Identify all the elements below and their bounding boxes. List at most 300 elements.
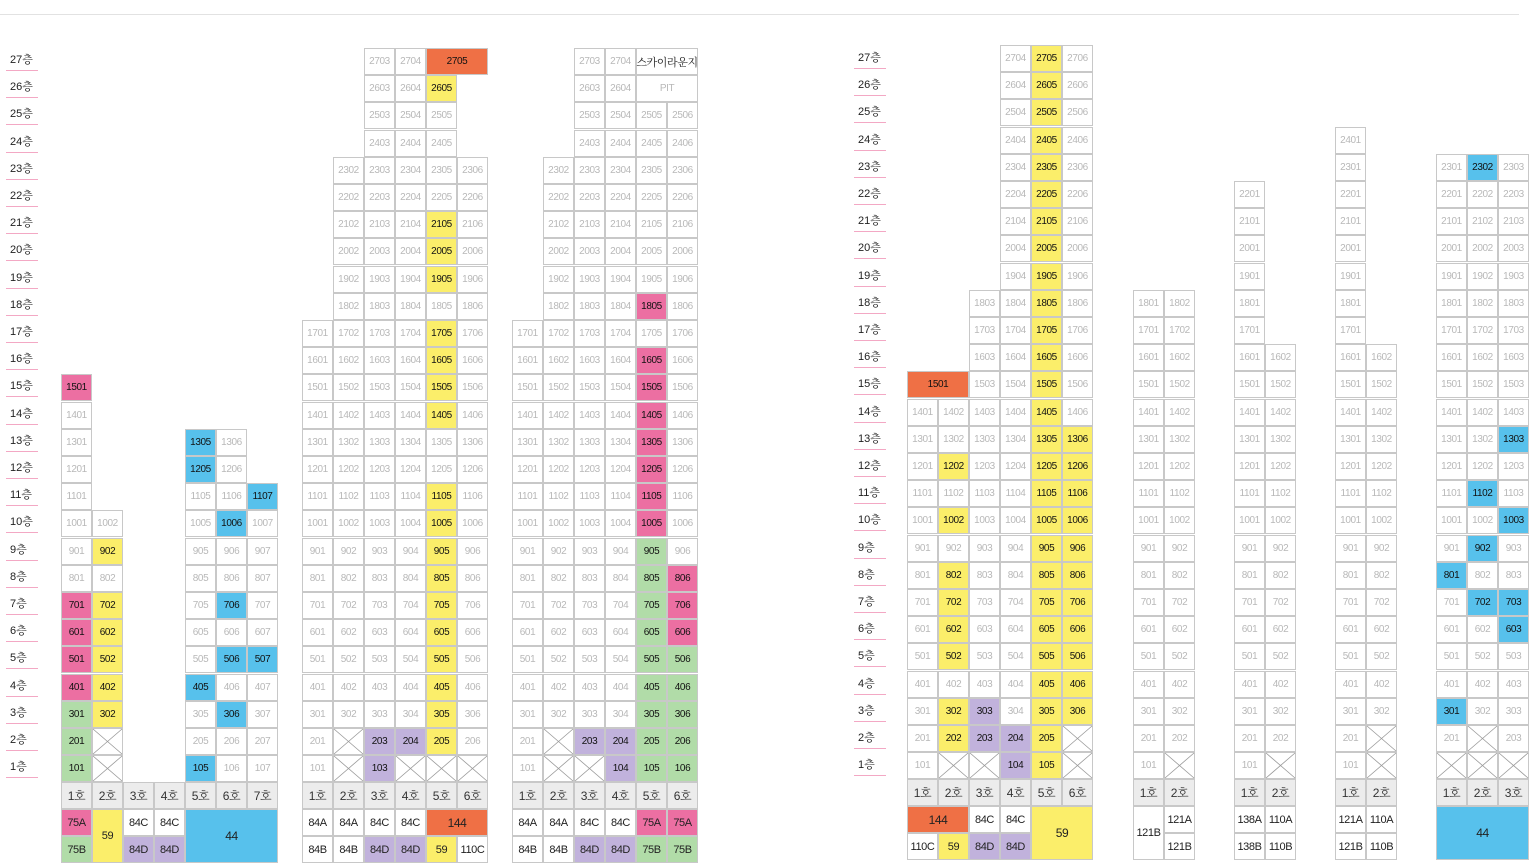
unit-type-cell: 84A: [512, 809, 543, 836]
unit-cell: 1506: [667, 374, 698, 401]
right-floor-label: 25층: [854, 102, 886, 123]
unit-cell: 1102: [333, 483, 364, 510]
unit-cell: 302: [1467, 698, 1498, 725]
empty-cell: [1467, 752, 1498, 779]
unit-cell: 606: [216, 619, 247, 646]
unit-cell: 602: [92, 619, 123, 646]
unit-cell: 405: [1031, 671, 1062, 698]
unit-cell: 602: [1265, 616, 1296, 643]
unit-cell: 1302: [333, 429, 364, 456]
unit-cell: 1601: [1436, 344, 1467, 371]
unit-cell: 1302: [1467, 426, 1498, 453]
unit-cell: 1101: [1436, 480, 1467, 507]
unit-cell: 1601: [1335, 344, 1366, 371]
unit-cell: 406: [667, 674, 698, 701]
unit-cell: 904: [605, 538, 636, 565]
unit-cell: 404: [605, 674, 636, 701]
unit-cell: 504: [1000, 643, 1031, 670]
unit-type-cell: 84A: [302, 809, 333, 836]
unit-cell: 801: [61, 565, 92, 592]
unit-cell: 1206: [1062, 453, 1093, 480]
unit-cell: 1103: [364, 483, 395, 510]
unit-cell: 1801: [1133, 290, 1164, 317]
unit-cell: 906: [1062, 535, 1093, 562]
unit-cell: 505: [1031, 643, 1062, 670]
unit-cell: 1201: [512, 456, 543, 483]
unit-cell: 1602: [1366, 344, 1397, 371]
unit-cell: 402: [1265, 671, 1296, 698]
unit-column-header: 5호: [426, 782, 457, 809]
empty-cell: [1436, 752, 1467, 779]
unit-cell: PIT: [636, 75, 698, 102]
unit-cell: 1703: [574, 320, 605, 347]
right-floor-label: 24층: [854, 130, 886, 151]
unit-cell: 1101: [1335, 480, 1366, 507]
unit-cell: 403: [969, 671, 1000, 698]
unit-cell: 902: [92, 538, 123, 565]
unit-cell: 1604: [605, 347, 636, 374]
empty-cell: [1265, 752, 1296, 779]
unit-cell: 1602: [1164, 344, 1195, 371]
unit-cell: 606: [667, 619, 698, 646]
unit-cell: 1201: [61, 456, 92, 483]
unit-cell: 2705: [1031, 45, 1062, 72]
unit-cell: 702: [92, 592, 123, 619]
unit-cell: 1005: [426, 510, 457, 537]
unit-cell: 1202: [333, 456, 364, 483]
unit-cell: 2505: [636, 102, 667, 129]
unit-cell: 1604: [1000, 344, 1031, 371]
unit-cell: 101: [512, 755, 543, 782]
unit-cell: 601: [512, 619, 543, 646]
unit-cell: 1803: [969, 290, 1000, 317]
unit-cell: 703: [969, 589, 1000, 616]
unit-cell: 1302: [1265, 426, 1296, 453]
unit-type-cell: 44: [185, 809, 278, 863]
left-floor-label: 14층: [6, 404, 38, 425]
unit-cell: 301: [512, 701, 543, 728]
unit-cell: 1805: [426, 293, 457, 320]
unit-cell: 1502: [1467, 371, 1498, 398]
unit-cell: 701: [1234, 589, 1265, 616]
right-floor-label: 8층: [854, 565, 886, 586]
unit-cell: 2104: [1000, 208, 1031, 235]
unit-cell: 404: [1000, 671, 1031, 698]
unit-column-header: 2호: [543, 782, 574, 809]
unit-cell: 2505: [426, 102, 457, 129]
unit-cell: 1805: [636, 293, 667, 320]
right-floor-label: 18층: [854, 293, 886, 314]
unit-cell: 206: [216, 728, 247, 755]
unit-cell: 1302: [543, 429, 574, 456]
unit-cell: 1505: [636, 374, 667, 401]
unit-cell: 2201: [1335, 181, 1366, 208]
unit-cell: 2303: [364, 157, 395, 184]
unit-type-cell: 110C: [457, 836, 488, 863]
unit-cell: 1206: [216, 456, 247, 483]
unit-cell: 2302: [1467, 154, 1498, 181]
unit-type-cell: 59: [92, 809, 123, 863]
unit-cell: 1702: [543, 320, 574, 347]
unit-cell: 1606: [1062, 344, 1093, 371]
unit-cell: 705: [185, 592, 216, 619]
unit-column-header: 2호: [1366, 779, 1397, 806]
unit-cell: 205: [426, 728, 457, 755]
empty-cell: [426, 755, 457, 782]
unit-column-header: 3호: [364, 782, 395, 809]
unit-cell: 306: [216, 701, 247, 728]
unit-cell: 1403: [969, 399, 1000, 426]
unit-cell: 502: [1265, 643, 1296, 670]
unit-cell: 1401: [1436, 399, 1467, 426]
unit-cell: 1102: [543, 483, 574, 510]
unit-cell: 1001: [302, 510, 333, 537]
unit-cell: 2205: [636, 184, 667, 211]
unit-cell: 504: [605, 646, 636, 673]
unit-cell: 2304: [1000, 154, 1031, 181]
right-floor-label: 1층: [854, 755, 886, 776]
unit-cell: 805: [1031, 562, 1062, 589]
unit-type-cell: 84C: [574, 809, 605, 836]
unit-cell: 607: [247, 619, 278, 646]
unit-cell: 702: [1164, 589, 1195, 616]
unit-cell: 906: [216, 538, 247, 565]
unit-cell: 705: [1031, 589, 1062, 616]
unit-type-cell: 84C: [364, 809, 395, 836]
unit-cell: 901: [512, 538, 543, 565]
unit-type-cell: 84D: [364, 836, 395, 863]
unit-cell: 105: [1031, 752, 1062, 779]
unit-cell: 1101: [907, 480, 938, 507]
unit-cell: 106: [216, 755, 247, 782]
unit-type-cell: 44: [1436, 806, 1529, 860]
unit-cell: 2102: [543, 211, 574, 238]
unit-cell: 1303: [574, 429, 605, 456]
unit-cell: 402: [543, 674, 574, 701]
unit-cell: 2201: [1436, 181, 1467, 208]
unit-cell: 205: [185, 728, 216, 755]
unit-cell: 2106: [667, 211, 698, 238]
unit-cell: 1301: [61, 429, 92, 456]
empty-cell: [543, 755, 574, 782]
unit-column-header: 2호: [333, 782, 364, 809]
unit-cell: 202: [1164, 725, 1195, 752]
unit-cell: 302: [1366, 698, 1397, 725]
unit-cell: 1904: [395, 266, 426, 293]
unit-cell: 1304: [1000, 426, 1031, 453]
unit-cell: 902: [543, 538, 574, 565]
unit-cell: 2503: [574, 102, 605, 129]
unit-cell: 2703: [364, 48, 395, 75]
unit-cell: 402: [333, 674, 364, 701]
unit-cell: 2203: [364, 184, 395, 211]
unit-cell: 1102: [1467, 480, 1498, 507]
unit-cell: 603: [574, 619, 605, 646]
unit-type-cell: 84A: [543, 809, 574, 836]
unit-cell: 201: [907, 725, 938, 752]
unit-cell: 1106: [1062, 480, 1093, 507]
unit-cell: 1302: [938, 426, 969, 453]
unit-type-cell: 84C: [605, 809, 636, 836]
unit-column-header: 2호: [1467, 779, 1498, 806]
unit-column-header: 5호: [1031, 779, 1062, 806]
unit-cell: 2302: [543, 157, 574, 184]
unit-type-cell: 110B: [1265, 833, 1296, 860]
unit-cell: 1002: [1265, 507, 1296, 534]
unit-cell: 2306: [457, 157, 488, 184]
unit-cell: 1606: [667, 347, 698, 374]
unit-cell: 2101: [1234, 208, 1265, 235]
unit-cell: 403: [574, 674, 605, 701]
unit-cell: 506: [667, 646, 698, 673]
unit-cell: 601: [1335, 616, 1366, 643]
unit-cell: 505: [426, 646, 457, 673]
unit-column-header: 4호: [1000, 779, 1031, 806]
unit-cell: 506: [1062, 643, 1093, 670]
unit-cell: 604: [605, 619, 636, 646]
unit-cell: 1401: [512, 402, 543, 429]
unit-cell: 904: [395, 538, 426, 565]
unit-cell: 801: [1234, 562, 1265, 589]
unit-cell: 704: [605, 592, 636, 619]
unit-cell: 1704: [395, 320, 426, 347]
unit-cell: 505: [636, 646, 667, 673]
unit-column-header: 1호: [302, 782, 333, 809]
unit-cell: 스카이라운지: [636, 48, 698, 75]
unit-cell: 1305: [185, 429, 216, 456]
unit-cell: 1402: [1366, 399, 1397, 426]
unit-cell: 2104: [605, 211, 636, 238]
unit-cell: 205: [636, 728, 667, 755]
unit-cell: 903: [1498, 535, 1529, 562]
unit-cell: 502: [333, 646, 364, 673]
unit-type-cell: 110A: [1366, 806, 1397, 833]
unit-cell: 707: [247, 592, 278, 619]
unit-cell: 1803: [364, 293, 395, 320]
unit-cell: 403: [1498, 671, 1529, 698]
unit-column-header: 2호: [1265, 779, 1296, 806]
unit-cell: 2005: [636, 238, 667, 265]
unit-cell: 402: [1467, 671, 1498, 698]
unit-cell: 1001: [61, 510, 92, 537]
unit-cell: 906: [667, 538, 698, 565]
unit-cell: 902: [1467, 535, 1498, 562]
unit-cell: 1603: [574, 347, 605, 374]
unit-cell: 803: [1498, 562, 1529, 589]
unit-cell: 602: [1164, 616, 1195, 643]
unit-cell: 1203: [574, 456, 605, 483]
unit-column-header: 1호: [1335, 779, 1366, 806]
unit-cell: 204: [1000, 725, 1031, 752]
unit-cell: 902: [333, 538, 364, 565]
unit-cell: 2401: [1335, 127, 1366, 154]
unit-cell: 1003: [364, 510, 395, 537]
unit-cell: 2202: [543, 184, 574, 211]
empty-cell: [1366, 752, 1397, 779]
unit-cell: 1107: [247, 483, 278, 510]
unit-cell: 905: [185, 538, 216, 565]
unit-cell: 1304: [605, 429, 636, 456]
unit-cell: 1806: [457, 293, 488, 320]
unit-type-cell: 121A: [1164, 806, 1195, 833]
unit-type-cell: 121B: [1335, 833, 1366, 860]
unit-cell: 803: [574, 565, 605, 592]
unit-cell: 203: [969, 725, 1000, 752]
unit-cell: 701: [907, 589, 938, 616]
right-floor-label: 22층: [854, 184, 886, 205]
unit-cell: 1804: [395, 293, 426, 320]
unit-cell: 2301: [1335, 154, 1366, 181]
unit-cell: 701: [512, 592, 543, 619]
unit-cell: 1903: [364, 266, 395, 293]
unit-cell: 802: [938, 562, 969, 589]
unit-cell: 2206: [457, 184, 488, 211]
unit-cell: 207: [247, 728, 278, 755]
left-floor-label: 10층: [6, 512, 38, 533]
unit-cell: 405: [636, 674, 667, 701]
unit-cell: 301: [61, 701, 92, 728]
unit-cell: 2202: [333, 184, 364, 211]
unit-cell: 202: [938, 725, 969, 752]
left-floor-label: 4층: [6, 676, 38, 697]
unit-column-header: 2호: [92, 782, 123, 809]
right-floor-label: 23층: [854, 157, 886, 178]
unit-cell: 1401: [907, 399, 938, 426]
unit-type-cell: 144: [426, 809, 488, 836]
unit-cell: 1301: [907, 426, 938, 453]
unit-type-cell: 59: [1031, 806, 1093, 860]
unit-cell: 1404: [395, 402, 426, 429]
unit-cell: 804: [605, 565, 636, 592]
unit-cell: 306: [667, 701, 698, 728]
unit-column-header: 2호: [1164, 779, 1195, 806]
unit-cell: 301: [302, 701, 333, 728]
right-floor-label: 26층: [854, 75, 886, 96]
empty-cell: [969, 752, 1000, 779]
unit-cell: 305: [1031, 698, 1062, 725]
unit-cell: 301: [1335, 698, 1366, 725]
unit-cell: 507: [247, 646, 278, 673]
unit-cell: 1202: [1265, 453, 1296, 480]
unit-column-header: 5호: [185, 782, 216, 809]
unit-cell: 1501: [907, 371, 969, 398]
unit-cell: 1703: [1498, 317, 1529, 344]
unit-cell: 702: [1366, 589, 1397, 616]
unit-cell: 706: [667, 592, 698, 619]
unit-cell: 703: [1498, 589, 1529, 616]
unit-cell: 1703: [969, 317, 1000, 344]
unit-cell: 1006: [1062, 507, 1093, 534]
unit-cell: 406: [457, 674, 488, 701]
unit-cell: 801: [302, 565, 333, 592]
unit-cell: 1006: [457, 510, 488, 537]
unit-cell: 1601: [1234, 344, 1265, 371]
unit-cell: 1501: [1133, 371, 1164, 398]
unit-cell: 1104: [1000, 480, 1031, 507]
unit-cell: 406: [1062, 671, 1093, 698]
unit-cell: 2105: [636, 211, 667, 238]
right-floor-label: 21층: [854, 211, 886, 232]
unit-cell: 503: [364, 646, 395, 673]
unit-cell: 801: [1335, 562, 1366, 589]
unit-cell: 602: [1467, 616, 1498, 643]
unit-cell: 1303: [1498, 426, 1529, 453]
unit-cell: 1502: [1164, 371, 1195, 398]
unit-column-header: 4호: [154, 782, 185, 809]
unit-cell: 2604: [1000, 72, 1031, 99]
unit-cell: 1403: [574, 402, 605, 429]
right-floor-label: 15층: [854, 374, 886, 395]
left-floor-label: 7층: [6, 594, 38, 615]
unit-cell: 1102: [1164, 480, 1195, 507]
unit-cell: 1105: [185, 483, 216, 510]
unit-cell: 2605: [1031, 72, 1062, 99]
unit-cell: 502: [1467, 643, 1498, 670]
unit-cell: 1301: [512, 429, 543, 456]
unit-cell: 1202: [1467, 453, 1498, 480]
unit-cell: 1902: [543, 266, 574, 293]
unit-cell: 1701: [1133, 317, 1164, 344]
unit-cell: 304: [1000, 698, 1031, 725]
unit-cell: 1004: [395, 510, 426, 537]
unit-cell: 1303: [364, 429, 395, 456]
unit-cell: 305: [185, 701, 216, 728]
unit-cell: 1101: [1234, 480, 1265, 507]
unit-cell: 1002: [938, 507, 969, 534]
unit-cell: 1001: [512, 510, 543, 537]
unit-type-cell: 84A: [333, 809, 364, 836]
unit-cell: 1004: [1000, 507, 1031, 534]
unit-cell: 1201: [907, 453, 938, 480]
unit-cell: 2302: [333, 157, 364, 184]
unit-cell: 1502: [1366, 371, 1397, 398]
unit-type-cell: 84D: [605, 836, 636, 863]
left-floor-label: 17층: [6, 322, 38, 343]
left-floor-label: 5층: [6, 648, 38, 669]
unit-cell: 1001: [1133, 507, 1164, 534]
right-floor-label: 13층: [854, 429, 886, 450]
unit-type-cell: 84D: [969, 833, 1000, 860]
unit-cell: 502: [1366, 643, 1397, 670]
unit-cell: 407: [247, 674, 278, 701]
unit-cell: 401: [302, 674, 333, 701]
unit-cell: 501: [512, 646, 543, 673]
unit-cell: 701: [1133, 589, 1164, 616]
unit-cell: 2506: [1062, 99, 1093, 126]
unit-cell: 504: [395, 646, 426, 673]
unit-cell: 1806: [1062, 290, 1093, 317]
unit-cell: 1501: [302, 374, 333, 401]
unit-cell: 1802: [333, 293, 364, 320]
unit-cell: 702: [1265, 589, 1296, 616]
unit-cell: 804: [395, 565, 426, 592]
unit-cell: 1804: [605, 293, 636, 320]
unit-type-cell: 84D: [574, 836, 605, 863]
unit-cell: 503: [969, 643, 1000, 670]
unit-cell: 2002: [333, 238, 364, 265]
right-floor-label: 19층: [854, 266, 886, 287]
unit-cell: 1604: [395, 347, 426, 374]
unit-cell: 201: [512, 728, 543, 755]
unit-cell: 506: [216, 646, 247, 673]
unit-cell: 605: [1031, 616, 1062, 643]
empty-cell: [92, 728, 123, 755]
unit-cell: 2101: [1436, 208, 1467, 235]
unit-cell: 1705: [1031, 317, 1062, 344]
unit-cell: 401: [1234, 671, 1265, 698]
left-floor-label: 8층: [6, 567, 38, 588]
unit-cell: 1301: [1436, 426, 1467, 453]
